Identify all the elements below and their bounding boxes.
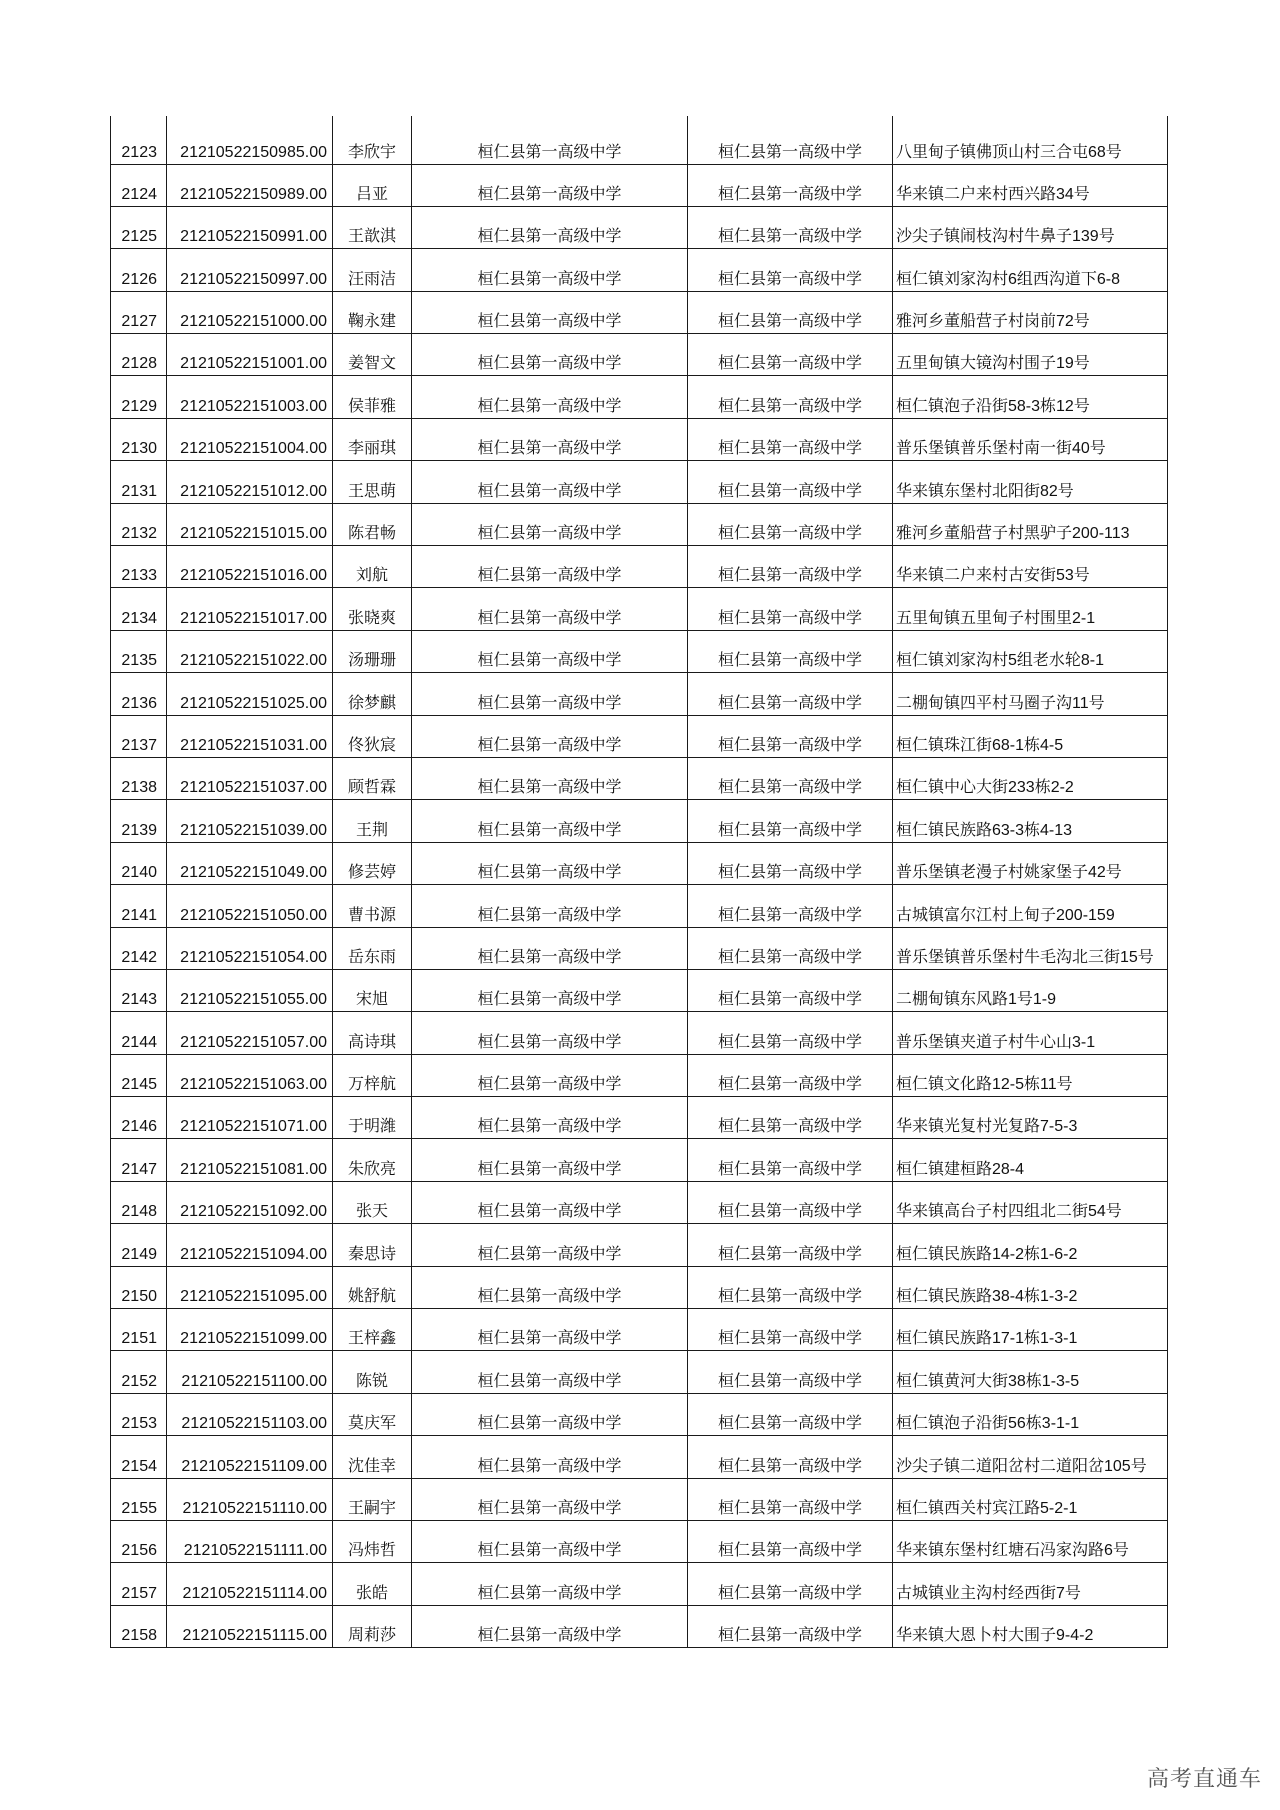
student-name-cell: 佟狄宸: [333, 715, 412, 757]
admitted-school-cell: 桓仁县第一高级中学: [688, 673, 893, 715]
student-id-cell: 21210522151099.00: [167, 1309, 333, 1351]
student-name-cell: 顾哲霖: [333, 757, 412, 799]
student-id-cell: 21210522151111.00: [167, 1521, 333, 1563]
row-number-cell: 2147: [111, 1139, 167, 1181]
home-address-cell: 二棚甸镇东风路1号1-9: [893, 969, 1168, 1011]
student-id-cell: 21210522151039.00: [167, 800, 333, 842]
row-number-cell: 2154: [111, 1436, 167, 1478]
table-row: [111, 1309, 1168, 1351]
student-id-cell: 21210522151103.00: [167, 1393, 333, 1435]
graduating-school-cell: 桓仁县第一高级中学: [412, 1605, 688, 1647]
home-address-cell: 桓仁镇珠江街68-1栋4-5: [893, 715, 1168, 757]
graduating-school-cell: 桓仁县第一高级中学: [412, 1012, 688, 1054]
admitted-school-cell: 桓仁县第一高级中学: [688, 1309, 893, 1351]
student-name-cell: 曹书源: [333, 885, 412, 927]
table-row: [111, 1351, 1168, 1393]
admitted-school-cell: 桓仁县第一高级中学: [688, 418, 893, 460]
student-name-cell: 姚舒航: [333, 1266, 412, 1308]
admitted-school-cell: 桓仁县第一高级中学: [688, 546, 893, 588]
student-name-cell: 张天: [333, 1181, 412, 1223]
table-row: [111, 1139, 1168, 1181]
admitted-school-cell: 桓仁县第一高级中学: [688, 927, 893, 969]
admitted-school-cell: 桓仁县第一高级中学: [688, 1139, 893, 1181]
table-row: [111, 164, 1168, 206]
row-number-cell: 2156: [111, 1521, 167, 1563]
row-number-cell: 2142: [111, 927, 167, 969]
admitted-school-cell: 桓仁县第一高级中学: [688, 334, 893, 376]
table-row: [111, 673, 1168, 715]
graduating-school-cell: 桓仁县第一高级中学: [412, 1054, 688, 1096]
admitted-school-cell: 桓仁县第一高级中学: [688, 588, 893, 630]
row-number-cell: 2134: [111, 588, 167, 630]
graduating-school-cell: 桓仁县第一高级中学: [412, 1351, 688, 1393]
table-row: [111, 376, 1168, 418]
admitted-school-cell: 桓仁县第一高级中学: [688, 249, 893, 291]
graduating-school-cell: 桓仁县第一高级中学: [412, 164, 688, 206]
student-id-cell: 21210522151050.00: [167, 885, 333, 927]
student-id-cell: 21210522151001.00: [167, 334, 333, 376]
student-id-cell: 21210522150989.00: [167, 164, 333, 206]
home-address-cell: 桓仁镇民族路14-2栋1-6-2: [893, 1224, 1168, 1266]
student-name-cell: 王嗣宇: [333, 1478, 412, 1520]
table-row: [111, 1563, 1168, 1605]
table-body: [111, 116, 1168, 1648]
graduating-school-cell: 桓仁县第一高级中学: [412, 1224, 688, 1266]
home-address-cell: 五里甸镇五里甸子村围里2-1: [893, 588, 1168, 630]
graduating-school-cell: 桓仁县第一高级中学: [412, 715, 688, 757]
student-id-cell: 21210522151115.00: [167, 1605, 333, 1647]
row-number-cell: 2123: [111, 116, 167, 164]
admitted-school-cell: 桓仁县第一高级中学: [688, 116, 893, 164]
student-id-cell: 21210522151054.00: [167, 927, 333, 969]
row-number-cell: 2141: [111, 885, 167, 927]
student-name-cell: 宋旭: [333, 969, 412, 1011]
home-address-cell: 八里甸子镇佛顶山村三合屯68号: [893, 116, 1168, 164]
row-number-cell: 2137: [111, 715, 167, 757]
table-row: [111, 1224, 1168, 1266]
row-number-cell: 2143: [111, 969, 167, 1011]
student-name-cell: 汪雨洁: [333, 249, 412, 291]
row-number-cell: 2151: [111, 1309, 167, 1351]
student-name-cell: 万梓航: [333, 1054, 412, 1096]
home-address-cell: 桓仁镇文化路12-5栋11号: [893, 1054, 1168, 1096]
row-number-cell: 2158: [111, 1605, 167, 1647]
table-row: [111, 1436, 1168, 1478]
graduating-school-cell: 桓仁县第一高级中学: [412, 1563, 688, 1605]
home-address-cell: 华来镇东堡村北阳街82号: [893, 461, 1168, 503]
student-name-cell: 刘航: [333, 546, 412, 588]
home-address-cell: 桓仁镇民族路63-3栋4-13: [893, 800, 1168, 842]
home-address-cell: 沙尖子镇二道阳岔村二道阳岔105号: [893, 1436, 1168, 1478]
table-row: [111, 1181, 1168, 1223]
home-address-cell: 桓仁镇黄河大街38栋1-3-5: [893, 1351, 1168, 1393]
home-address-cell: 普乐堡镇普乐堡村南一街40号: [893, 418, 1168, 460]
table-row: [111, 1097, 1168, 1139]
student-id-cell: 21210522151003.00: [167, 376, 333, 418]
student-name-cell: 于明潍: [333, 1097, 412, 1139]
row-number-cell: 2150: [111, 1266, 167, 1308]
student-name-cell: 徐梦麒: [333, 673, 412, 715]
table-row: [111, 546, 1168, 588]
table-row: [111, 116, 1168, 164]
graduating-school-cell: 桓仁县第一高级中学: [412, 376, 688, 418]
graduating-school-cell: 桓仁县第一高级中学: [412, 885, 688, 927]
student-id-cell: 21210522151049.00: [167, 842, 333, 884]
student-name-cell: 高诗琪: [333, 1012, 412, 1054]
row-number-cell: 2125: [111, 206, 167, 248]
student-id-cell: 21210522151037.00: [167, 757, 333, 799]
graduating-school-cell: 桓仁县第一高级中学: [412, 291, 688, 333]
student-name-cell: 陈君畅: [333, 503, 412, 545]
home-address-cell: 桓仁镇西关村宾江路5-2-1: [893, 1478, 1168, 1520]
admitted-school-cell: 桓仁县第一高级中学: [688, 1436, 893, 1478]
home-address-cell: 桓仁镇建桓路28-4: [893, 1139, 1168, 1181]
home-address-cell: 古城镇富尔江村上甸子200-159: [893, 885, 1168, 927]
home-address-cell: 五里甸镇大镜沟村围子19号: [893, 334, 1168, 376]
graduating-school-cell: 桓仁县第一高级中学: [412, 461, 688, 503]
admitted-school-cell: 桓仁县第一高级中学: [688, 1521, 893, 1563]
student-id-cell: 21210522151025.00: [167, 673, 333, 715]
student-name-cell: 李欣宇: [333, 116, 412, 164]
student-name-cell: 陈锐: [333, 1351, 412, 1393]
student-id-cell: 21210522151000.00: [167, 291, 333, 333]
home-address-cell: 桓仁镇民族路17-1栋1-3-1: [893, 1309, 1168, 1351]
table-row: [111, 334, 1168, 376]
student-id-cell: 21210522151012.00: [167, 461, 333, 503]
table-row: [111, 1393, 1168, 1435]
student-name-cell: 冯炜哲: [333, 1521, 412, 1563]
row-number-cell: 2129: [111, 376, 167, 418]
student-name-cell: 王思萌: [333, 461, 412, 503]
row-number-cell: 2132: [111, 503, 167, 545]
table-row: [111, 291, 1168, 333]
admitted-school-cell: 桓仁县第一高级中学: [688, 1181, 893, 1223]
graduating-school-cell: 桓仁县第一高级中学: [412, 503, 688, 545]
row-number-cell: 2149: [111, 1224, 167, 1266]
home-address-cell: 华来镇东堡村红塘石冯家沟路6号: [893, 1521, 1168, 1563]
table-row: [111, 503, 1168, 545]
student-name-cell: 张晓爽: [333, 588, 412, 630]
graduating-school-cell: 桓仁县第一高级中学: [412, 927, 688, 969]
admitted-school-cell: 桓仁县第一高级中学: [688, 885, 893, 927]
student-id-cell: 21210522151109.00: [167, 1436, 333, 1478]
home-address-cell: 普乐堡镇夹道子村牛心山3-1: [893, 1012, 1168, 1054]
admitted-school-cell: 桓仁县第一高级中学: [688, 715, 893, 757]
home-address-cell: 桓仁镇泡子沿街56栋3-1-1: [893, 1393, 1168, 1435]
student-name-cell: 王梓鑫: [333, 1309, 412, 1351]
row-number-cell: 2136: [111, 673, 167, 715]
admitted-school-cell: 桓仁县第一高级中学: [688, 1478, 893, 1520]
home-address-cell: 桓仁镇刘家沟村5组老水轮8-1: [893, 630, 1168, 672]
table-row: [111, 1012, 1168, 1054]
admitted-school-cell: 桓仁县第一高级中学: [688, 1054, 893, 1096]
row-number-cell: 2126: [111, 249, 167, 291]
row-number-cell: 2128: [111, 334, 167, 376]
student-id-cell: 21210522151022.00: [167, 630, 333, 672]
admitted-school-cell: 桓仁县第一高级中学: [688, 1224, 893, 1266]
student-name-cell: 李丽琪: [333, 418, 412, 460]
student-id-cell: 21210522151017.00: [167, 588, 333, 630]
home-address-cell: 桓仁镇刘家沟村6组西沟道下6-8: [893, 249, 1168, 291]
student-id-cell: 21210522151071.00: [167, 1097, 333, 1139]
home-address-cell: 普乐堡镇普乐堡村牛毛沟北三街15号: [893, 927, 1168, 969]
graduating-school-cell: 桓仁县第一高级中学: [412, 1266, 688, 1308]
row-number-cell: 2140: [111, 842, 167, 884]
graduating-school-cell: 桓仁县第一高级中学: [412, 1309, 688, 1351]
student-name-cell: 岳东雨: [333, 927, 412, 969]
row-number-cell: 2131: [111, 461, 167, 503]
graduating-school-cell: 桓仁县第一高级中学: [412, 969, 688, 1011]
student-name-cell: 朱欣亮: [333, 1139, 412, 1181]
student-name-cell: 鞠永建: [333, 291, 412, 333]
student-id-cell: 21210522150991.00: [167, 206, 333, 248]
table-row: [111, 1054, 1168, 1096]
table-row: [111, 206, 1168, 248]
admitted-school-cell: 桓仁县第一高级中学: [688, 1351, 893, 1393]
graduating-school-cell: 桓仁县第一高级中学: [412, 757, 688, 799]
student-id-cell: 21210522150985.00: [167, 116, 333, 164]
graduating-school-cell: 桓仁县第一高级中学: [412, 249, 688, 291]
table-row: [111, 630, 1168, 672]
student-name-cell: 莫庆军: [333, 1393, 412, 1435]
graduating-school-cell: 桓仁县第一高级中学: [412, 116, 688, 164]
student-name-cell: 姜智文: [333, 334, 412, 376]
home-address-cell: 古城镇业主沟村经西街7号: [893, 1563, 1168, 1605]
row-number-cell: 2139: [111, 800, 167, 842]
row-number-cell: 2130: [111, 418, 167, 460]
graduating-school-cell: 桓仁县第一高级中学: [412, 1436, 688, 1478]
student-id-cell: 21210522151110.00: [167, 1478, 333, 1520]
student-name-cell: 王荆: [333, 800, 412, 842]
student-id-cell: 21210522151055.00: [167, 969, 333, 1011]
graduating-school-cell: 桓仁县第一高级中学: [412, 1478, 688, 1520]
student-name-cell: 张皓: [333, 1563, 412, 1605]
graduating-school-cell: 桓仁县第一高级中学: [412, 842, 688, 884]
row-number-cell: 2145: [111, 1054, 167, 1096]
admitted-school-cell: 桓仁县第一高级中学: [688, 461, 893, 503]
student-name-cell: 汤珊珊: [333, 630, 412, 672]
table-row: [111, 927, 1168, 969]
student-name-cell: 沈佳幸: [333, 1436, 412, 1478]
student-name-cell: 侯菲雅: [333, 376, 412, 418]
student-id-cell: 21210522151094.00: [167, 1224, 333, 1266]
admitted-school-cell: 桓仁县第一高级中学: [688, 164, 893, 206]
admitted-school-cell: 桓仁县第一高级中学: [688, 1012, 893, 1054]
table-row: [111, 969, 1168, 1011]
graduating-school-cell: 桓仁县第一高级中学: [412, 418, 688, 460]
student-id-cell: 21210522150997.00: [167, 249, 333, 291]
admitted-school-cell: 桓仁县第一高级中学: [688, 291, 893, 333]
student-name-cell: 秦思诗: [333, 1224, 412, 1266]
table-row: [111, 800, 1168, 842]
admitted-school-cell: 桓仁县第一高级中学: [688, 1097, 893, 1139]
admitted-school-cell: 桓仁县第一高级中学: [688, 503, 893, 545]
student-id-cell: 21210522151114.00: [167, 1563, 333, 1605]
row-number-cell: 2146: [111, 1097, 167, 1139]
home-address-cell: 沙尖子镇闹枝沟村牛鼻子139号: [893, 206, 1168, 248]
admitted-school-cell: 桓仁县第一高级中学: [688, 842, 893, 884]
student-id-cell: 21210522151004.00: [167, 418, 333, 460]
home-address-cell: 二棚甸镇四平村马圈子沟11号: [893, 673, 1168, 715]
admission-list-table: [110, 116, 1168, 1648]
admitted-school-cell: 桓仁县第一高级中学: [688, 1563, 893, 1605]
home-address-cell: 桓仁镇泡子沿街58-3栋12号: [893, 376, 1168, 418]
table-row: [111, 842, 1168, 884]
graduating-school-cell: 桓仁县第一高级中学: [412, 1139, 688, 1181]
row-number-cell: 2152: [111, 1351, 167, 1393]
home-address-cell: 华来镇高台子村四组北二街54号: [893, 1181, 1168, 1223]
home-address-cell: 普乐堡镇老漫子村姚家堡子42号: [893, 842, 1168, 884]
table-row: [111, 249, 1168, 291]
student-id-cell: 21210522151063.00: [167, 1054, 333, 1096]
student-id-cell: 21210522151031.00: [167, 715, 333, 757]
graduating-school-cell: 桓仁县第一高级中学: [412, 800, 688, 842]
graduating-school-cell: 桓仁县第一高级中学: [412, 1181, 688, 1223]
row-number-cell: 2138: [111, 757, 167, 799]
row-number-cell: 2127: [111, 291, 167, 333]
row-number-cell: 2135: [111, 630, 167, 672]
table-row: [111, 757, 1168, 799]
home-address-cell: 雅河乡董船营子村黑驴子200-113: [893, 503, 1168, 545]
row-number-cell: 2133: [111, 546, 167, 588]
student-name-cell: 王歆淇: [333, 206, 412, 248]
admitted-school-cell: 桓仁县第一高级中学: [688, 969, 893, 1011]
row-number-cell: 2153: [111, 1393, 167, 1435]
home-address-cell: 桓仁镇中心大街233栋2-2: [893, 757, 1168, 799]
student-id-cell: 21210522151016.00: [167, 546, 333, 588]
student-id-cell: 21210522151015.00: [167, 503, 333, 545]
home-address-cell: 华来镇二户来村古安街53号: [893, 546, 1168, 588]
home-address-cell: 华来镇二户来村西兴路34号: [893, 164, 1168, 206]
graduating-school-cell: 桓仁县第一高级中学: [412, 334, 688, 376]
row-number-cell: 2157: [111, 1563, 167, 1605]
student-name-cell: 修芸婷: [333, 842, 412, 884]
home-address-cell: 华来镇大恩卜村大围子9-4-2: [893, 1605, 1168, 1647]
graduating-school-cell: 桓仁县第一高级中学: [412, 1393, 688, 1435]
watermark-text: 高考直通车: [1146, 1766, 1262, 1791]
table-row: [111, 1605, 1168, 1647]
admitted-school-cell: 桓仁县第一高级中学: [688, 800, 893, 842]
admitted-school-cell: 桓仁县第一高级中学: [688, 206, 893, 248]
row-number-cell: 2155: [111, 1478, 167, 1520]
student-name-cell: 吕亚: [333, 164, 412, 206]
student-name-cell: 周莉莎: [333, 1605, 412, 1647]
graduating-school-cell: 桓仁县第一高级中学: [412, 546, 688, 588]
graduating-school-cell: 桓仁县第一高级中学: [412, 206, 688, 248]
admitted-school-cell: 桓仁县第一高级中学: [688, 1605, 893, 1647]
student-id-cell: 21210522151092.00: [167, 1181, 333, 1223]
home-address-cell: 雅河乡董船营子村岗前72号: [893, 291, 1168, 333]
admitted-school-cell: 桓仁县第一高级中学: [688, 376, 893, 418]
row-number-cell: 2148: [111, 1181, 167, 1223]
admitted-school-cell: 桓仁县第一高级中学: [688, 757, 893, 799]
student-id-cell: 21210522151095.00: [167, 1266, 333, 1308]
table-row: [111, 588, 1168, 630]
admitted-school-cell: 桓仁县第一高级中学: [688, 630, 893, 672]
admitted-school-cell: 桓仁县第一高级中学: [688, 1266, 893, 1308]
row-number-cell: 2144: [111, 1012, 167, 1054]
graduating-school-cell: 桓仁县第一高级中学: [412, 1097, 688, 1139]
row-number-cell: 2124: [111, 164, 167, 206]
table-row: [111, 1266, 1168, 1308]
student-id-cell: 21210522151100.00: [167, 1351, 333, 1393]
home-address-cell: 华来镇光复村光复路7-5-3: [893, 1097, 1168, 1139]
graduating-school-cell: 桓仁县第一高级中学: [412, 630, 688, 672]
home-address-cell: 桓仁镇民族路38-4栋1-3-2: [893, 1266, 1168, 1308]
graduating-school-cell: 桓仁县第一高级中学: [412, 1521, 688, 1563]
table-row: [111, 1478, 1168, 1520]
table-row: [111, 1521, 1168, 1563]
graduating-school-cell: 桓仁县第一高级中学: [412, 673, 688, 715]
table-row: [111, 461, 1168, 503]
table-row: [111, 715, 1168, 757]
student-id-cell: 21210522151057.00: [167, 1012, 333, 1054]
student-id-cell: 21210522151081.00: [167, 1139, 333, 1181]
table-row: [111, 885, 1168, 927]
graduating-school-cell: 桓仁县第一高级中学: [412, 588, 688, 630]
table-row: [111, 418, 1168, 460]
admitted-school-cell: 桓仁县第一高级中学: [688, 1393, 893, 1435]
